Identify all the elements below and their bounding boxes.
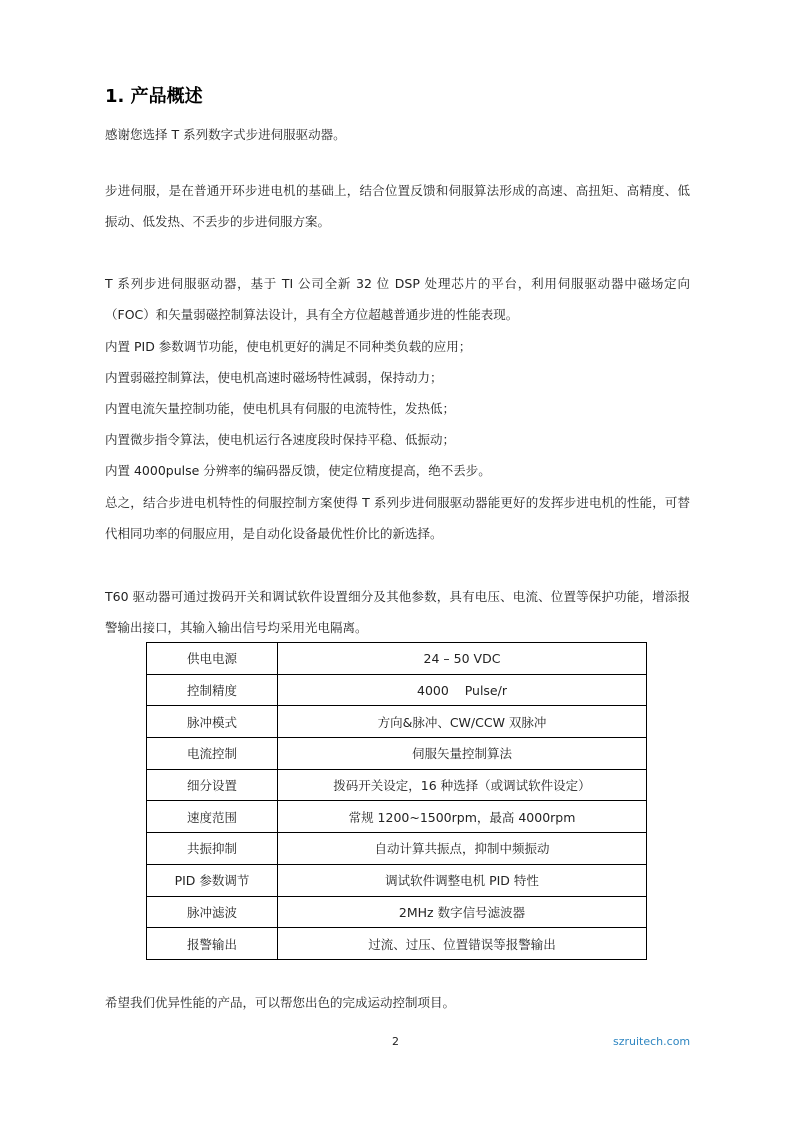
table-row: [147, 801, 647, 833]
feature-item: 内置微步指令算法，使电机运行各速度段时保持平稳、低振动；: [105, 432, 456, 447]
spec-table: [146, 642, 647, 960]
feature-item: 内置 4000pulse 分辨率的编码器反馈，使定位精度提高，绝不丢步。: [105, 463, 491, 478]
spec-value: 伺服矢量控制算法: [278, 738, 647, 770]
spec-key: PID 参数调节: [147, 864, 278, 896]
table-row: [147, 674, 647, 706]
t60-paragraph: T60 驱动器可通过拨码开关和调试软件设置细分及其他参数，具有电压、电流、位置等保护功能，增添报警输出接口，其输入输出信号均采用光电隔离。: [105, 589, 690, 635]
footer-website: szruitech.com: [613, 1035, 691, 1048]
spec-value: 自动计算共振点，抑制中频振动: [278, 833, 647, 865]
spec-value: 过流、过压、位置错误等报警输出: [278, 928, 647, 960]
table-row: [147, 769, 647, 801]
table-row: [147, 896, 647, 928]
spec-key: 共振抑制: [147, 833, 278, 865]
spec-value: 2MHz 数字信号滤波器: [278, 896, 647, 928]
servo-description-paragraph: 步进伺服，是在普通开环步进电机的基础上，结合位置反馈和伺服算法形成的高速、高扭矩、高精度、低振动、低发热、不丢步的步进伺服方案。: [105, 183, 690, 229]
spec-value: 常规 1200~1500rpm，最高 4000rpm: [278, 801, 647, 833]
spec-key: 控制精度: [147, 674, 278, 706]
table-row: [147, 864, 647, 896]
intro-paragraph: 感谢您选择 T 系列数字式步进伺服驱动器。: [105, 127, 346, 142]
table-row: [147, 706, 647, 738]
spec-key: 报警输出: [147, 928, 278, 960]
spec-value: 调试软件调整电机 PID 特性: [278, 864, 647, 896]
spec-value: 拨码开关设定，16 种选择（或调试软件设定）: [278, 769, 647, 801]
page-number: 2: [392, 1035, 399, 1048]
section-heading: 1. 产品概述: [105, 86, 203, 107]
feature-item: 内置 PID 参数调节功能，使电机更好的满足不同种类负载的应用；: [105, 339, 472, 354]
table-row: [147, 643, 647, 675]
summary-paragraph: 总之，结合步进电机特性的伺服控制方案使得 T 系列步进伺服驱动器能更好的发挥步进电机的性能，可替代相同功率的伺服应用，是自动化设备最优性价比的新选择。: [105, 495, 690, 541]
spec-value: 4000 Pulse/r: [278, 674, 647, 706]
t-series-paragraph: T 系列步进伺服驱动器，基于 TI 公司全新 32 位 DSP 处理芯片的平台，利用伺服驱动器中磁场定向（FOC）和矢量弱磁控制算法设计，具有全方位超越普通步进的性能表现。: [105, 276, 690, 322]
table-row: [147, 738, 647, 770]
feature-item: 内置弱磁控制算法，使电机高速时磁场特性减弱，保持动力；: [105, 370, 443, 385]
feature-item: 内置电流矢量控制功能，使电机具有伺服的电流特性，发热低；: [105, 401, 456, 416]
closing-paragraph: 希望我们优异性能的产品，可以帮您出色的完成运动控制项目。: [105, 995, 456, 1010]
table-row: [147, 928, 647, 960]
table-row: [147, 833, 647, 865]
spec-key: 脉冲滤波: [147, 896, 278, 928]
spec-key: 电流控制: [147, 738, 278, 770]
spec-key: 速度范围: [147, 801, 278, 833]
spec-key: 脉冲模式: [147, 706, 278, 738]
spec-value: 方向&脉冲、CW/CCW 双脉冲: [278, 706, 647, 738]
spec-key: 供电电源: [147, 643, 278, 675]
spec-value: 24 – 50 VDC: [278, 643, 647, 675]
spec-key: 细分设置: [147, 769, 278, 801]
